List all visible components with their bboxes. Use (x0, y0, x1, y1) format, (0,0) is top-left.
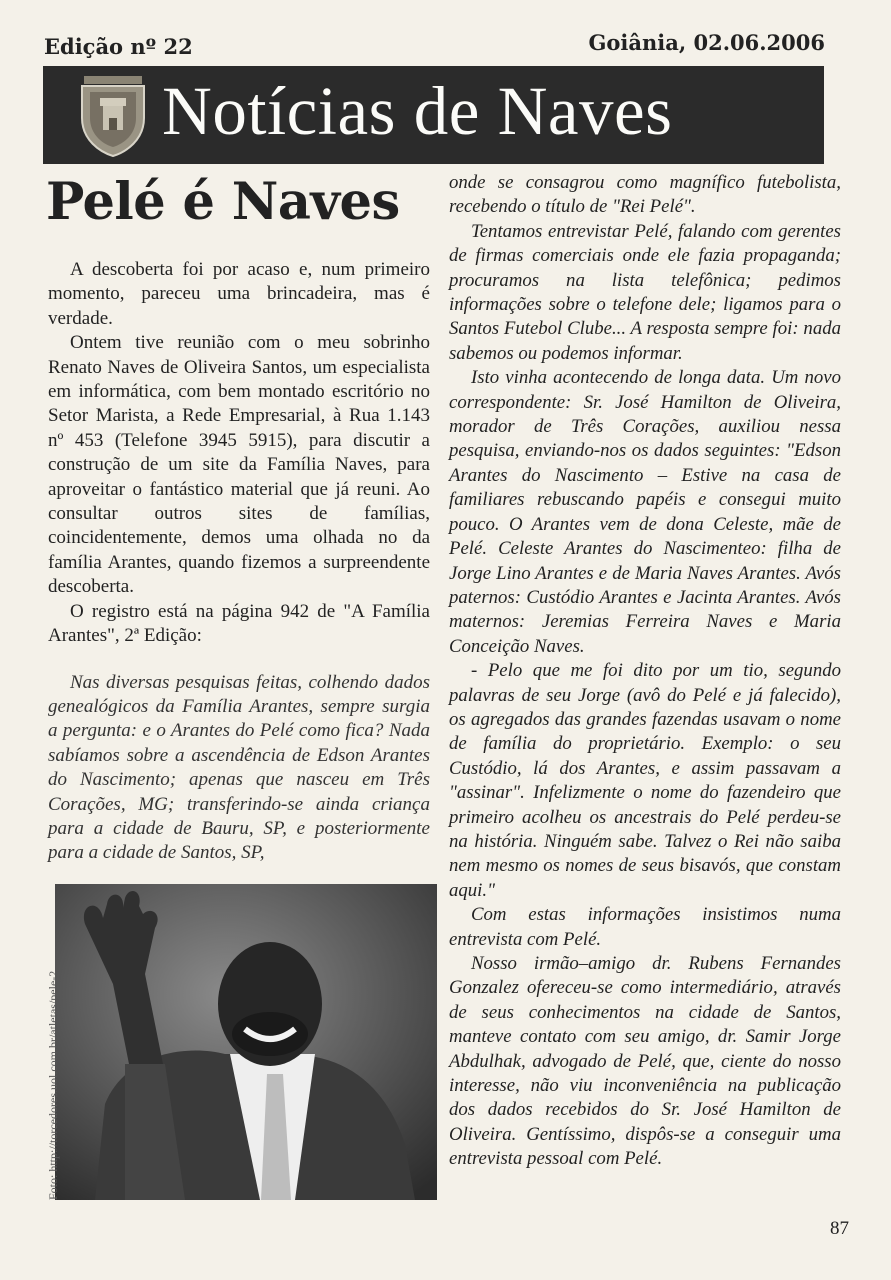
left-column (48, 258, 430, 866)
page-number: 87 (830, 1218, 849, 1239)
dateline: Goiânia, 02.06.2006 (588, 30, 825, 55)
paragraph-intro: A descoberta foi por acaso e, num primeiro momento, pareceu uma brincadeira, mas é verdade. (48, 259, 430, 329)
coat-of-arms-logo (78, 74, 148, 158)
photo-credit-text: Foto: http://torcedores.uol.com.br/atletas/pele-2 (46, 970, 60, 1200)
edition-number: Edição nº 22 (44, 34, 193, 59)
paragraph-record: O registro está na página 942 de "A Família Arantes", 2ª Edição: (48, 600, 430, 647)
paragraph-continuation: onde se consagrou como magnífico futebolista, recebendo o título de "Rei Pelé". (449, 172, 841, 218)
paragraph-intermediary: Nosso irmão–amigo dr. Rubens Fernandes Gonzalez ofereceu-se como intermediário, através de seus conhecimentos na cidade de Santos, manteve contato com seu amigo, dr. Samir Jorge Abdulhak, advogado de Pelé, que, ciente do nosso interesse, não viu inconveniência na publicação dos dados recebidos do Sr. José Hamilton de Oliveira. Gentíssimo, dispôs-se a conseguir uma entrevista pessoal com Pelé. (449, 953, 841, 1170)
paragraph-interview-attempts: Tentamos entrevistar Pelé, falando com gerentes de firmas comerciais onde ele fazia propaganda; procuramos na lista telefônica; pedimos informações sobre o telefone dele; ligamos para o Santos Futebol Clube... A resposta sempre foi: nada sabemos ou podemos informar. (449, 220, 841, 364)
paragraph-correspondent: Isto vinha acontecendo de longa data. Um novo correspondente: Sr. José Hamilton de Oliveira, morador de Três Corações, auxiliou nessa pesquisa, enviando-nos os dados seguintes: "Edson Arantes do Nascimento – Estive na casa de familiares rebuscando papéis e consegui muito pouco. O Arantes vem de dona Celeste, mãe de Pelé. Celeste Arantes do Nascimenteo: filha de Jorge Lino Arantes e de Maria Naves Arantes. Avós paternos: Custódio Arantes e Jacinta Arantes. Avós maternos: Jeremias Ferreira Naves e Maria Conceição Naves. (449, 367, 841, 657)
paragraph-meeting: Ontem tive reunião com o meu sobrinho Renato Naves de Oliveira Santos, um especialista em informática, com bem montado escritório no Setor Marista, a Rede Empresarial, à Rua 1.143 nº 453 (Telefone 3945 5915), para discutir a construção de um site da Família Naves, para aproveitar o fantástico material que já reuni. Ao consultar outros sites de famílias, coincidentemente, demos uma olhada no da família Arantes, quando fizemos a surpreendente descoberta. (48, 332, 430, 598)
paragraph-insistence: Com estas informações insistimos numa entrevista com Pelé. (449, 904, 841, 950)
photo-credit (30, 884, 60, 1200)
paragraph-uncle-account: - Pelo que me foi dito por um tio, segundo palavras de seu Jorge (avô do Pelé e já falecido), os agregados das grandes fazendas usavam o nome de família do proprietário. Exemplo: o seu Custódio, lá dos Arantes, e assim passavam a "assinar". Infelizmente o nome do fazendeiro que primeiro acolheu os ancestrais do Pelé perdeu-se na história. Ninguém sabe. Talvez o Rei não saiba nem mesmo os nomes de seus bisavós, que constam aqui." (449, 660, 841, 901)
quoted-paragraph: Nas diversas pesquisas feitas, colhendo dados genealógicos da Família Arantes, sempre surgia a pergunta: e o Arantes do Pelé como fica? Nada sabíamos sobre a ascendência de Edson Arantes do Nascimento; apenas que nasceu em Três Corações, MG; transferindo-se ainda criança para a cidade de Bauru, SP, e posteriormente para a cidade de Santos, SP, (48, 671, 430, 864)
article-headline: Pelé é Naves (46, 172, 400, 232)
right-column (449, 171, 841, 1172)
masthead-title: Notícias de Naves (162, 73, 673, 149)
pele-photo (55, 884, 437, 1200)
